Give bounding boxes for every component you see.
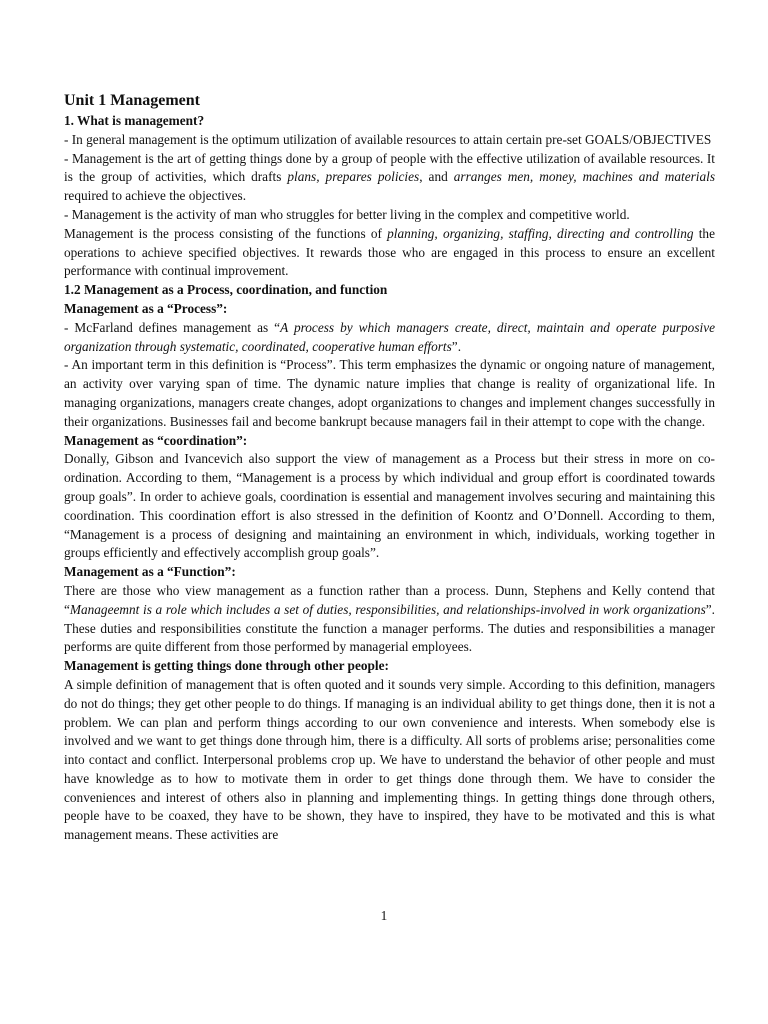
text-run: ”.	[451, 338, 462, 354]
subheading-coordination: Management as “coordination”:	[64, 432, 248, 448]
paragraph-function	[64, 582, 715, 657]
text-run: - McFarland defines management as “	[64, 319, 281, 335]
paragraph-process-term: - An important term in this definition is “Process”. This term emphasizes the dynamic or ongoing nature of management, an activity over varying span of time. The dynamic nature implies that change is reality of organizational life. In managing organizations, managers create changes, adopt organizations to changes and implement changes successfully in their organizations. Businesses fail and become bankrupt because managers fail in their attempt to cope with the change.	[64, 357, 715, 429]
subheading-function: Management as a “Function”:	[64, 564, 236, 580]
text-run: ”. These duties and responsibilities constitute the function a manager performs. The duties and responsibilities a manager performs are quite different from those performed by managerial employees.	[64, 601, 715, 655]
paragraph-general-definition: - In general management is the optimum utilization of available resources to attain certain pre-set GOALS/OBJECTIVES	[64, 131, 712, 147]
paragraph-art-of-getting-things-done	[64, 150, 715, 206]
section-heading-process-coordination-function: 1.2 Management as a Process, coordination, and function	[64, 282, 388, 298]
section-heading-what-is-management: 1. What is management?	[64, 113, 205, 128]
italic-text: plans, prepares policies	[287, 169, 420, 185]
paragraph-activity-of-man: - Management is the activity of man who struggles for better living in the complex and competitive world.	[64, 206, 630, 222]
paragraph-process-functions	[64, 225, 715, 281]
text-run: the operations to achieve specified objectives. It rewards those who are engaged in this process to ensure an excellent performance with continual improvement.	[64, 225, 715, 279]
italic-text: Manageemnt is a role which includes a set of duties, responsibilities, and relationships-involved in work organizations	[69, 601, 706, 617]
text-run: , and	[419, 169, 454, 185]
subheading-getting-things-done: Management is getting things done through other people:	[64, 658, 389, 674]
subheading-process: Management as a “Process”:	[64, 300, 228, 316]
paragraph-mcfarland-definition	[64, 319, 715, 357]
page-number: 1	[380, 908, 388, 923]
text-run: Management is the process consisting of the functions of	[64, 225, 388, 241]
text-run: There are those who view management as a function rather than a process. Dunn, Stephens and Kelly contend that “	[64, 582, 715, 617]
paragraph-getting-things-done: A simple definition of management that is often quoted and it sounds very simple. According to this definition, managers do not do things; they get other people to do things. If managing is an individual ability to get things done, then it is not a problem. We can plan and perform things according to our own convenience and interests. When somebody else is involved and we want to get things done through him, there is a difficulty. All sorts of problems arise; personalities come into contact and conflict. Interpersonal problems crop up. We have to understand the behavior of other people and must have knowledge as to how to motivate them in order to get things done through them. We have to consider the conveniences and interest of others also in planning and implementing things. In getting things done through others, people have to be coaxed, they have to be shown, they have to inspired, they have to be motivated and this is what management means. These activities are	[64, 676, 715, 843]
document-page	[64, 90, 715, 845]
paragraph-coordination: Donally, Gibson and Ivancevich also support the view of management as a Process but their stress in more on co-ordination. According to them, “Management is a process by which individual and group effort is coordinated towards group goals”. In order to achieve goals, coordination is essential and management involves securing and maintaining this coordination. This coordination effort is also stressed in the definition of Koontz and O’Donnell. According to them, “Management is a process of designing and maintaining an environment in which, individuals, working together in groups efficiently and effectively accomplish group goals”.	[64, 451, 715, 561]
text-run: required to achieve the objectives.	[64, 188, 247, 204]
italic-text: arranges men, money, machines and materials	[453, 169, 715, 185]
italic-text: A process by which managers create, direct, maintain and operate purposive organization through systematic, coordinated, cooperative human efforts	[64, 319, 716, 354]
text-run: - Management is the art of getting things done by a group of people with the effective utilization of available resources. It is the group of activities, which drafts	[64, 150, 715, 185]
italic-text: planning, organizing, staffing, directing and controlling	[387, 225, 694, 241]
document-title: Unit 1 Management	[64, 92, 200, 109]
